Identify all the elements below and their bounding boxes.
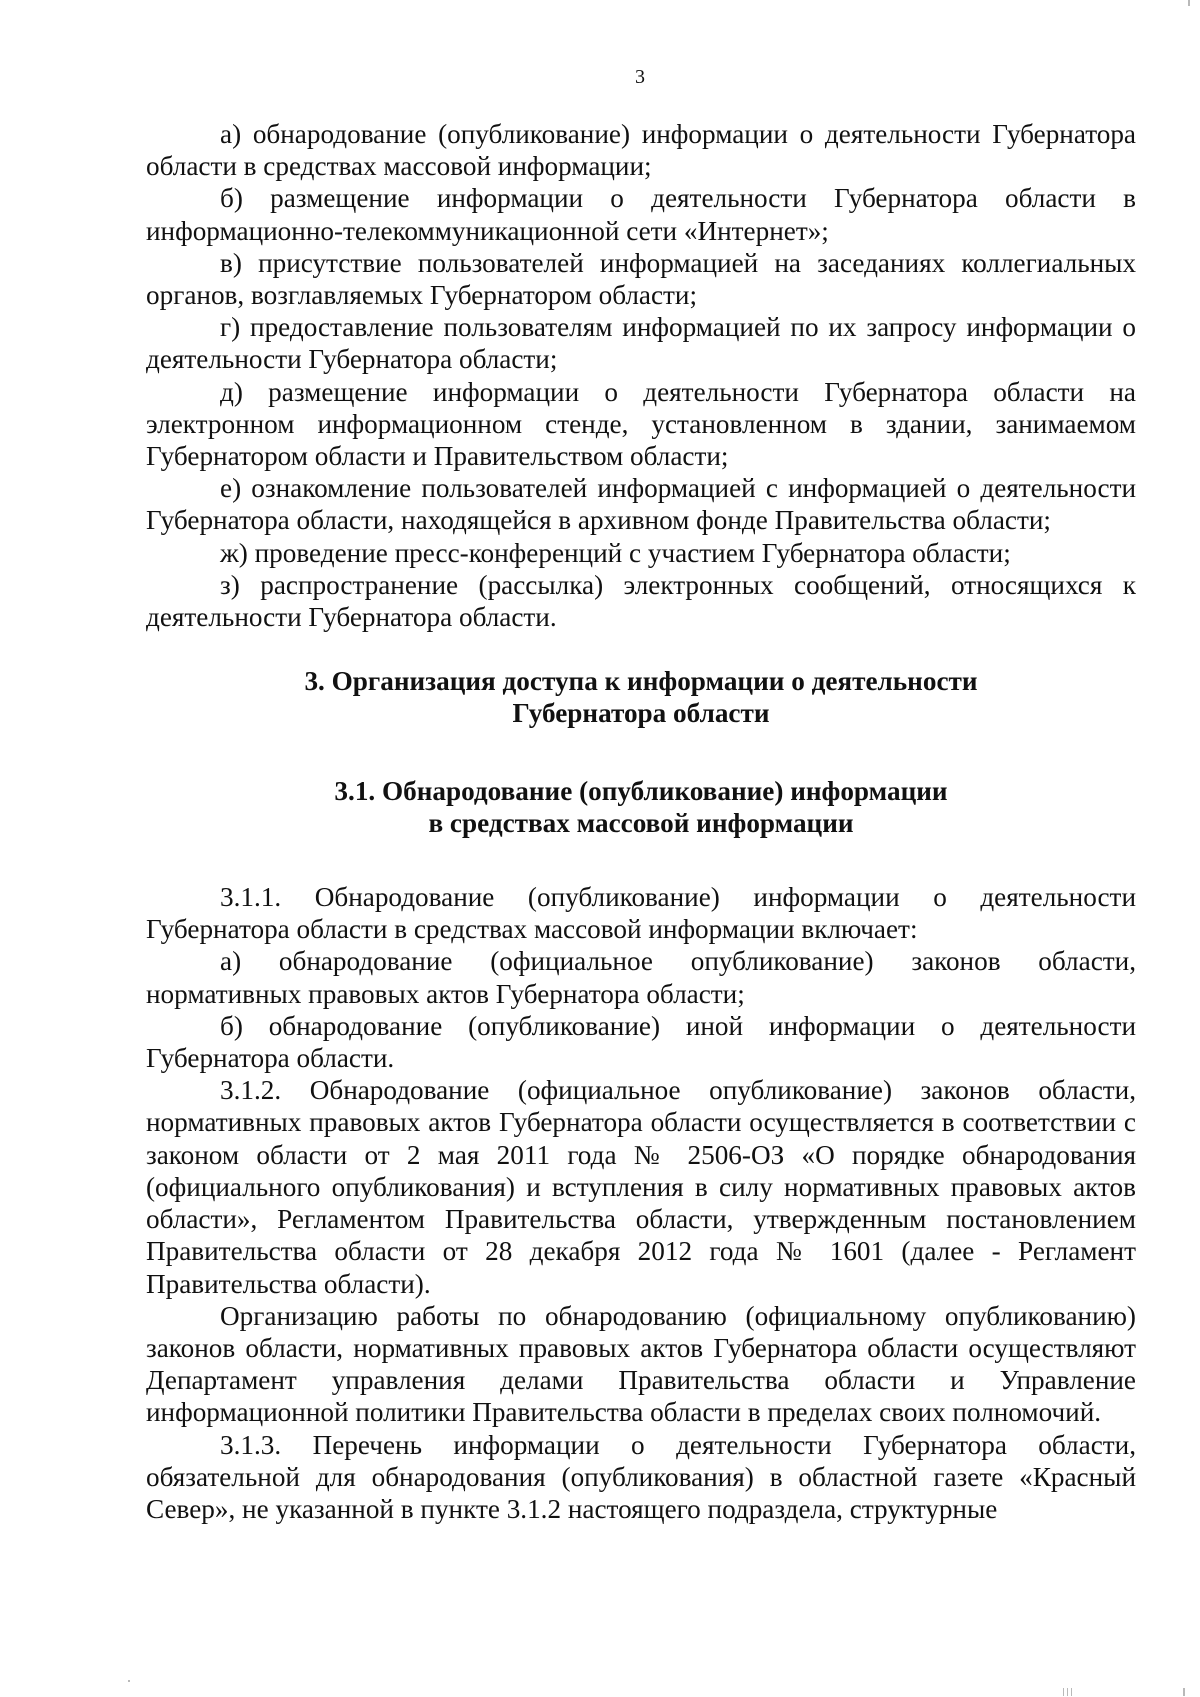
list-item-d: д) размещение информации о деятельности Губернатора области на электронном информационном стенде, установленном в здании, занимаемом Губернатором области и Правительством области; bbox=[146, 376, 1136, 472]
section-3-1-heading-line-1: 3.1. Обнародование (опубликование) информации bbox=[334, 775, 948, 806]
section-3-heading bbox=[146, 665, 1136, 729]
list-item-v: в) присутствие пользователей информацией на заседаниях коллегиальных органов, возглавляемых Губернатором области; bbox=[146, 247, 1136, 311]
scan-mark-bottom bbox=[128, 1680, 130, 1682]
paragraph-3-1-2-organization: Организацию работы по обнародованию (официальному опубликованию) законов области, нормативных правовых актов Губернатора области осуществляют Департамент управления делами Правительства области и Управление информационной политики Правительства области в пределах своих полномочий. bbox=[146, 1300, 1136, 1428]
paragraph-3-1-1-a: а) обнародование (официальное опубликование) законов области, нормативных правовых актов Губернатора области; bbox=[146, 946, 1136, 1009]
scan-mark-top bbox=[1188, 0, 1190, 6]
scan-mark-bottom bbox=[1071, 1688, 1072, 1696]
list-item-e: е) ознакомление пользователей информацией с информацией о деятельности Губернатора области, находящейся в архивном фонде Правительства области; bbox=[146, 473, 1136, 536]
list-item-a: а) обнародование (опубликование) информации о деятельности Губернатора области в средствах массовой информации; bbox=[146, 119, 1136, 182]
list-item-z: з) распространение (рассылка) электронных сообщений, относящихся к деятельности Губернатора области. bbox=[146, 569, 1136, 633]
section-3-1-heading-line-2: в средствах массовой информации bbox=[428, 807, 854, 838]
scan-mark-bottom bbox=[1067, 1688, 1068, 1696]
list-item-g: г) предоставление пользователям информацией по их запросу информации о деятельности Губернатора области; bbox=[146, 312, 1136, 375]
list-item-zh: ж) проведение пресс-конференций с участием Губернатора области; bbox=[220, 537, 1011, 568]
scan-mark-bottom bbox=[1183, 1688, 1185, 1696]
document-body bbox=[146, 118, 1136, 1525]
page-number: 3 bbox=[635, 66, 645, 88]
section-3-heading-line-1: 3. Организация доступа к информации о деятельности bbox=[304, 666, 978, 697]
section-3-1-heading bbox=[146, 775, 1136, 839]
paragraph-3-1-2: 3.1.2. Обнародование (официальное опубликование) законов области, нормативных правовых актов Губернатора области осуществляется в соответствии с законом области от 2 мая 2011 года № 2506-ОЗ «О порядке обнародования (официального опубликования) и вступления в силу нормативных правовых актов области», Регламентом Правительства области, утвержденным постановлением Правительства области от 28 декабря 2012 года № 1601 (далее - Регламент Правительства области). bbox=[146, 1075, 1136, 1299]
paragraph-3-1-3: 3.1.3. Перечень информации о деятельности Губернатора области, обязательной для обнародования (опубликования) в областной газете «Красный Север», не указанной в пункте 3.1.2 настоящего подраздела, структурные bbox=[146, 1429, 1136, 1524]
scan-mark-bottom bbox=[1063, 1688, 1064, 1696]
paragraph-3-1-1: 3.1.1. Обнародование (опубликование) информации о деятельности Губернатора области в средствах массовой информации включает: bbox=[146, 882, 1136, 945]
paragraph-3-1-1-b: б) обнародование (опубликование) иной информации о деятельности Губернатора области. bbox=[146, 1010, 1136, 1074]
section-3-heading-line-2: Губернатора области bbox=[512, 698, 770, 729]
list-item-b: б) размещение информации о деятельности Губернатора области в информационно-телекоммуникационной сети «Интернет»; bbox=[146, 183, 1136, 246]
